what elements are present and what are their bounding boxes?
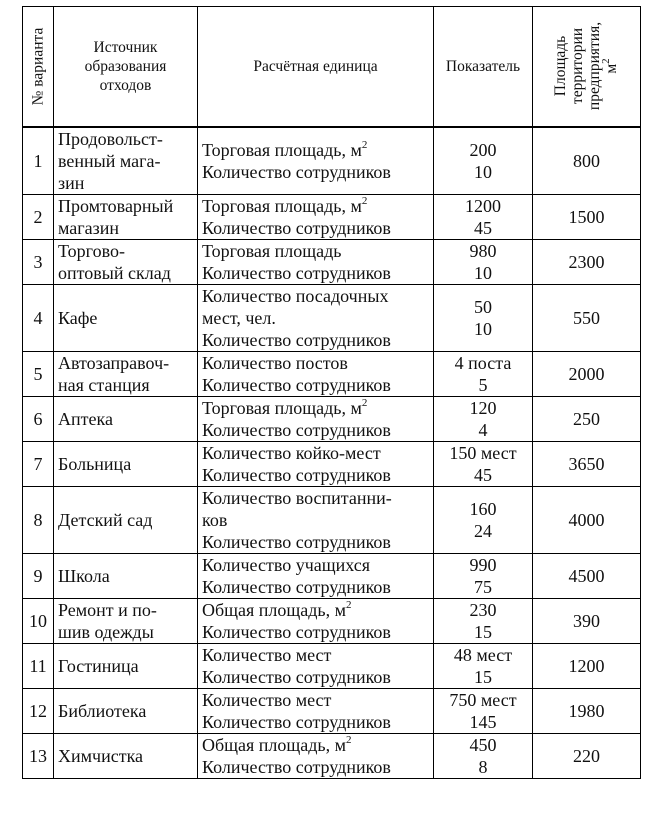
- area-cell: [533, 486, 641, 553]
- area-cell: [533, 396, 641, 441]
- waste-source-cell: [54, 441, 198, 486]
- table-row: [23, 351, 641, 396]
- area-cell: [533, 284, 641, 351]
- header-area-line: предприятия,: [586, 22, 604, 111]
- calc-unit-line: Количество постов: [202, 352, 348, 373]
- indicator-cell: [434, 351, 533, 396]
- area-cell: [533, 688, 641, 733]
- header-area: [533, 7, 641, 127]
- table-row: [23, 127, 641, 195]
- calc-unit-cell: [198, 127, 434, 195]
- variant-number-cell: [23, 688, 54, 733]
- calc-unit-cell: [198, 351, 434, 396]
- area-value: 390: [573, 610, 600, 631]
- variant-number-cell: [23, 239, 54, 284]
- variant-number-cell: [23, 127, 54, 195]
- area-value: 220: [573, 745, 600, 766]
- header-area-line: территории: [569, 28, 587, 105]
- waste-source-line: Детский сад: [58, 509, 153, 530]
- area-value: 550: [573, 307, 600, 328]
- area-cell: [533, 351, 641, 396]
- indicator-cell: [434, 194, 533, 239]
- waste-source-line: Продовольст-: [58, 128, 163, 149]
- indicator-cell: [434, 486, 533, 553]
- waste-source-line: Промтоварный: [58, 195, 174, 216]
- waste-source-line: шив одежды: [58, 621, 154, 642]
- area-cell: [533, 194, 641, 239]
- area-value: 4500: [568, 565, 605, 586]
- area-value: 4000: [568, 509, 605, 530]
- header-unit-label: Расчётная единица: [253, 57, 378, 75]
- calc-unit-line: Количество посадочных: [202, 285, 389, 306]
- waste-source-cell: [54, 194, 198, 239]
- waste-source-cell: [54, 284, 198, 351]
- indicator-value: 24: [474, 520, 492, 541]
- indicator-value: 200: [469, 139, 497, 160]
- calc-unit-cell: [198, 733, 434, 778]
- waste-source-line: Аптека: [58, 408, 113, 429]
- area-value: 800: [573, 150, 600, 171]
- indicator-value: 15: [474, 621, 492, 642]
- indicator-cell: [434, 396, 533, 441]
- indicator-value: 980: [469, 240, 497, 261]
- superscript-2: 2: [361, 194, 368, 207]
- calc-unit-line: Количество сотрудников: [202, 576, 391, 597]
- area-value: 2000: [568, 363, 605, 384]
- variant-number: 13: [29, 745, 47, 766]
- table-row: [23, 643, 641, 688]
- indicator-value: 15: [474, 666, 492, 687]
- indicator-value: 230: [469, 599, 497, 620]
- variant-number: 1: [33, 150, 43, 171]
- indicator-cell: [434, 239, 533, 284]
- superscript-2: 2: [361, 138, 368, 151]
- waste-source-line: Ремонт и по-: [58, 599, 157, 620]
- indicator-value: 45: [474, 464, 492, 485]
- variant-number-cell: [23, 396, 54, 441]
- table-row: [23, 396, 641, 441]
- variant-number-cell: [23, 284, 54, 351]
- area-cell: [533, 553, 641, 598]
- indicator-value: 4 поста: [454, 352, 512, 373]
- table-row: [23, 239, 641, 284]
- calc-unit-cell: [198, 553, 434, 598]
- calc-unit-line: Количество сотрудников: [202, 464, 391, 485]
- indicator-value: 10: [474, 318, 492, 339]
- calc-unit-cell: [198, 396, 434, 441]
- waste-source-line: зин: [58, 172, 85, 193]
- calc-unit-line: Количество сотрудников: [202, 329, 391, 350]
- calc-unit-cell: [198, 486, 434, 553]
- table-row: [23, 598, 641, 643]
- waste-source-cell: [54, 396, 198, 441]
- calc-unit-line: Количество мест: [202, 644, 332, 665]
- calc-unit-line: Общая площадь, $м^2$: [202, 598, 352, 620]
- superscript-2: 2: [346, 598, 352, 611]
- superscript-2: 2: [361, 396, 368, 409]
- waste-source-line: Больница: [58, 453, 132, 474]
- table-row: [23, 441, 641, 486]
- waste-source-line: венный мага-: [58, 150, 161, 171]
- calc-unit-line: Торговая площадь, $м^2$: [202, 194, 368, 216]
- area-cell: [533, 239, 641, 284]
- waste-source-line: Автозаправоч-: [58, 352, 170, 373]
- variant-number-cell: [23, 194, 54, 239]
- calc-unit-cell: [198, 598, 434, 643]
- waste-sources-table: [22, 6, 641, 779]
- indicator-cell: [434, 127, 533, 195]
- indicator-cell: [434, 688, 533, 733]
- area-cell: [533, 733, 641, 778]
- calc-unit-cell: [198, 643, 434, 688]
- calc-unit-line: ков: [202, 509, 228, 530]
- variant-number: 11: [29, 655, 47, 676]
- calc-unit-line: Количество сотрудников: [202, 756, 391, 777]
- indicator-value: 145: [469, 711, 497, 732]
- calc-unit-line: Количество сотрудников: [202, 711, 391, 732]
- variant-number: 12: [29, 700, 47, 721]
- indicator-value: 990: [469, 554, 497, 575]
- waste-source-line: оптовый склад: [58, 262, 171, 283]
- variant-number-cell: [23, 643, 54, 688]
- waste-source-line: Гостиница: [58, 655, 139, 676]
- variant-number-cell: [23, 441, 54, 486]
- calc-unit-line: Количество сотрудников: [202, 666, 391, 687]
- waste-source-cell: [54, 486, 198, 553]
- header-indicator-label: Показатель: [445, 57, 521, 75]
- calc-unit-cell: [198, 688, 434, 733]
- waste-source-line: ная станция: [58, 374, 150, 395]
- indicator-value: 5: [478, 374, 488, 395]
- variant-number: 6: [33, 408, 43, 429]
- indicator-cell: [434, 643, 533, 688]
- calc-unit-line: Количество сотрудников: [202, 621, 391, 642]
- waste-source-cell: [54, 643, 198, 688]
- table-row: [23, 688, 641, 733]
- header-area-label: [553, 22, 621, 110]
- indicator-value: 10: [474, 262, 492, 283]
- area-cell: [533, 441, 641, 486]
- waste-source-cell: [54, 733, 198, 778]
- waste-source-cell: [54, 351, 198, 396]
- indicator-cell: [434, 284, 533, 351]
- waste-source-line: Библиотека: [58, 700, 147, 721]
- indicator-value: 4: [478, 419, 488, 440]
- calc-unit-line: Количество сотрудников: [202, 262, 391, 283]
- indicator-value: 120: [469, 397, 497, 418]
- superscript-2: 2: [346, 733, 352, 746]
- table-header: [23, 7, 641, 127]
- area-value: 1980: [568, 700, 605, 721]
- table-row: [23, 194, 641, 239]
- variant-number: 3: [33, 251, 43, 272]
- waste-source-cell: [54, 688, 198, 733]
- area-value: 2300: [568, 251, 605, 272]
- area-value: 250: [573, 408, 600, 429]
- waste-source-cell: [54, 598, 198, 643]
- waste-source-line: Торгово-: [58, 240, 125, 261]
- indicator-value: 160: [469, 498, 497, 519]
- header-area-line: $м^2$: [600, 58, 621, 74]
- indicator-value: 10: [474, 161, 492, 182]
- variant-number: 5: [33, 363, 43, 384]
- calc-unit-line: Торговая площадь: [202, 240, 342, 261]
- variant-number-cell: [23, 598, 54, 643]
- indicator-value: 45: [474, 217, 492, 238]
- header-area-line: Площадь: [552, 36, 570, 97]
- calc-unit-line: Количество сотрудников: [202, 419, 391, 440]
- calc-unit-cell: [198, 284, 434, 351]
- table-row: [23, 733, 641, 778]
- area-value: 1200: [568, 655, 605, 676]
- variant-number: 8: [33, 509, 43, 530]
- header-variant: [23, 7, 54, 127]
- waste-source-cell: [54, 553, 198, 598]
- table-row: [23, 284, 641, 351]
- table-body: [23, 127, 641, 779]
- indicator-cell: [434, 553, 533, 598]
- header-source-line: Источник: [93, 38, 158, 56]
- calc-unit-cell: [198, 239, 434, 284]
- calc-unit-line: Количество сотрудников: [202, 374, 391, 395]
- header-source-line: отходов: [99, 76, 152, 94]
- calc-unit-cell: [198, 441, 434, 486]
- calc-unit-line: Количество учащихся: [202, 554, 370, 575]
- indicator-value: 750 мест: [449, 689, 517, 710]
- variant-number-cell: [23, 733, 54, 778]
- waste-source-cell: [54, 239, 198, 284]
- variant-number: 9: [33, 565, 43, 586]
- waste-source-line: магазин: [58, 217, 120, 238]
- waste-source-line: Школа: [58, 565, 110, 586]
- indicator-cell: [434, 733, 533, 778]
- header-indicator: [434, 7, 533, 127]
- table-row: [23, 486, 641, 553]
- waste-source-line: Химчистка: [58, 745, 144, 766]
- calc-unit-line: мест, чел.: [202, 307, 276, 328]
- calc-unit-line: Общая площадь, $м^2$: [202, 733, 352, 755]
- indicator-value: 75: [474, 576, 492, 597]
- variant-number: 10: [29, 610, 47, 631]
- header-source-line: образования: [84, 57, 167, 75]
- indicator-value: 450: [469, 734, 497, 755]
- variant-number-cell: [23, 486, 54, 553]
- superscript-2: 2: [600, 58, 613, 65]
- calc-unit-line: Торговая площадь, $м^2$: [202, 396, 368, 418]
- header-unit: [198, 7, 434, 127]
- variant-number-cell: [23, 351, 54, 396]
- calc-unit-line: Количество сотрудников: [202, 217, 391, 238]
- table-row: [23, 553, 641, 598]
- variant-number-cell: [23, 553, 54, 598]
- calc-unit-line: Количество воспитанни-: [202, 487, 392, 508]
- calc-unit-line: Количество койко-мест: [202, 442, 381, 463]
- calc-unit-line: Количество сотрудников: [202, 531, 391, 552]
- calc-unit-line: Торговая площадь, $м^2$: [202, 138, 368, 160]
- variant-number: 4: [33, 307, 43, 328]
- variant-number: 2: [33, 206, 43, 227]
- indicator-value: 150 мест: [449, 442, 517, 463]
- indicator-cell: [434, 441, 533, 486]
- calc-unit-line: Количество сотрудников: [202, 161, 391, 182]
- area-cell: [533, 643, 641, 688]
- indicator-value: 1200: [465, 195, 501, 216]
- header-variant-label: № варианта: [29, 27, 47, 106]
- area-cell: [533, 127, 641, 195]
- area-value: 1500: [568, 206, 605, 227]
- area-value: 3650: [568, 453, 605, 474]
- waste-source-line: Кафе: [58, 307, 98, 328]
- indicator-cell: [434, 598, 533, 643]
- indicator-value: 50: [474, 296, 492, 317]
- indicator-value: 8: [478, 756, 488, 777]
- waste-source-cell: [54, 127, 198, 195]
- calc-unit-cell: [198, 194, 434, 239]
- variant-number: 7: [33, 453, 43, 474]
- header-source: [54, 7, 198, 127]
- indicator-value: 48 мест: [453, 644, 513, 665]
- calc-unit-line: Количество мест: [202, 689, 332, 710]
- area-cell: [533, 598, 641, 643]
